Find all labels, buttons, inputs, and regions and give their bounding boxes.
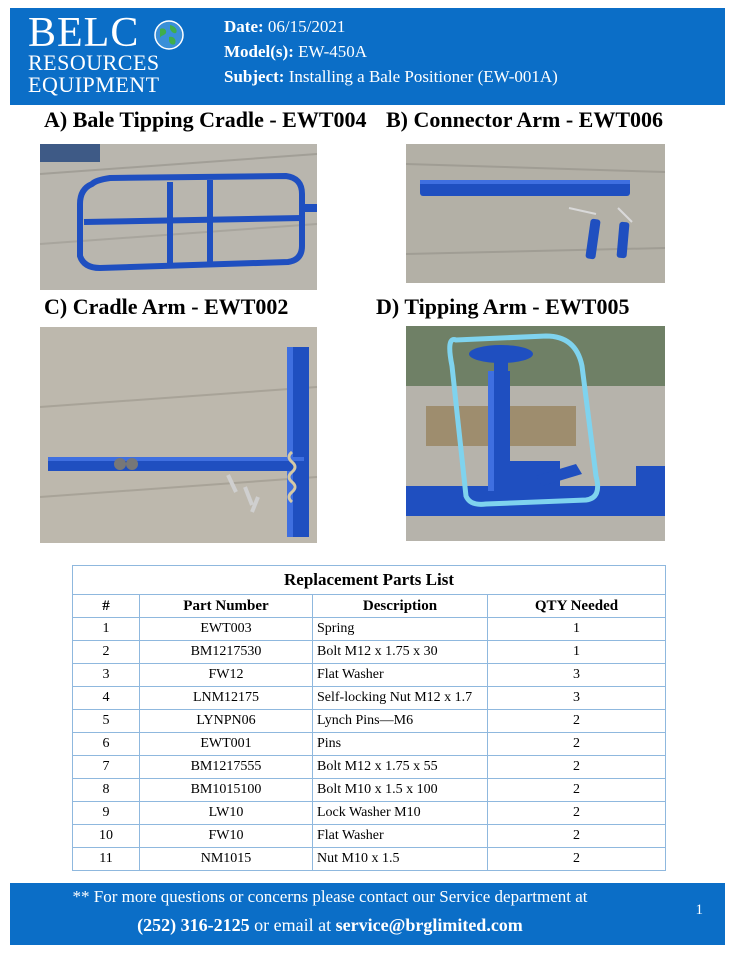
qty: 2 xyxy=(488,779,666,802)
section-title-d: D) Tipping Arm - EWT005 xyxy=(376,294,630,319)
description: Bolt M12 x 1.75 x 30 xyxy=(313,641,488,664)
description: Lynch Pins—M6 xyxy=(313,710,488,733)
logo-line-3: EQUIPMENT xyxy=(28,72,160,97)
description: Flat Washer xyxy=(313,825,488,848)
qty: 1 xyxy=(488,641,666,664)
row-number: 9 xyxy=(73,802,140,825)
table-row xyxy=(73,710,666,733)
row-number: 8 xyxy=(73,779,140,802)
table-row xyxy=(73,733,666,756)
qty: 3 xyxy=(488,664,666,687)
footer-middle-text: or email at xyxy=(249,915,336,935)
row-number: 2 xyxy=(73,641,140,664)
model-value: EW-450A xyxy=(298,42,368,61)
photo-connector-arm xyxy=(406,144,665,283)
row-number: 1 xyxy=(73,618,140,641)
column-header-description: Description xyxy=(313,595,488,618)
subject-label: Subject: xyxy=(224,67,285,86)
table-row xyxy=(73,756,666,779)
footer-contact-line xyxy=(10,915,650,936)
service-email-link[interactable]: service@brglimited.com xyxy=(335,915,523,935)
qty: 1 xyxy=(488,618,666,641)
qty: 2 xyxy=(488,825,666,848)
subject-row xyxy=(224,64,558,89)
row-number: 11 xyxy=(73,848,140,871)
table-row xyxy=(73,618,666,641)
table-row xyxy=(73,641,666,664)
table-row xyxy=(73,802,666,825)
photo-cradle-arm xyxy=(40,327,317,543)
part-number: EWT001 xyxy=(140,733,313,756)
qty: 2 xyxy=(488,756,666,779)
date-value: 06/15/2021 xyxy=(267,17,346,36)
row-number: 3 xyxy=(73,664,140,687)
footer-contact-text: ** For more questions or concerns please contact our Service department at xyxy=(72,887,588,906)
column-header-number: # xyxy=(73,595,140,618)
description: Pins xyxy=(313,733,488,756)
logo-line-2: RESOURCES xyxy=(28,50,160,75)
table-row xyxy=(73,779,666,802)
qty: 3 xyxy=(488,687,666,710)
model-label: Model(s): xyxy=(224,42,294,61)
company-logo xyxy=(28,10,198,100)
section-title-a: A) Bale Tipping Cradle - EWT004 xyxy=(44,107,367,132)
description: Self-locking Nut M12 x 1.7 xyxy=(313,687,488,710)
table-caption: Replacement Parts List xyxy=(73,566,666,595)
description: Bolt M12 x 1.75 x 55 xyxy=(313,756,488,779)
subject-value: Installing a Bale Positioner (EW-001A) xyxy=(288,67,558,86)
date-row xyxy=(224,14,558,39)
globe-icon xyxy=(154,20,184,50)
column-header-part-number: Part Number xyxy=(140,595,313,618)
part-number: FW10 xyxy=(140,825,313,848)
section-title-c: C) Cradle Arm - EWT002 xyxy=(44,294,289,319)
qty: 2 xyxy=(488,733,666,756)
part-number: LYNPN06 xyxy=(140,710,313,733)
part-number: NM1015 xyxy=(140,848,313,871)
row-number: 4 xyxy=(73,687,140,710)
section-title-b: B) Connector Arm - EWT006 xyxy=(386,107,664,132)
table-row xyxy=(73,687,666,710)
table-row xyxy=(73,848,666,871)
model-row xyxy=(224,39,558,64)
part-number: BM1015100 xyxy=(140,779,313,802)
table-header-row xyxy=(73,595,666,618)
part-number: LNM12175 xyxy=(140,687,313,710)
description: Lock Washer M10 xyxy=(313,802,488,825)
qty: 2 xyxy=(488,710,666,733)
logo-line-1: BELC xyxy=(28,10,140,56)
page-number: 1 xyxy=(695,902,703,918)
row-number: 7 xyxy=(73,756,140,779)
description: Bolt M10 x 1.5 x 100 xyxy=(313,779,488,802)
part-number: FW12 xyxy=(140,664,313,687)
header-banner xyxy=(10,8,725,105)
part-number: LW10 xyxy=(140,802,313,825)
row-number: 10 xyxy=(73,825,140,848)
row-number: 6 xyxy=(73,733,140,756)
qty: 2 xyxy=(488,848,666,871)
part-number: BM1217530 xyxy=(140,641,313,664)
photo-bale-tipping-cradle xyxy=(40,144,317,290)
part-number: BM1217555 xyxy=(140,756,313,779)
document-meta xyxy=(224,14,558,89)
description: Spring xyxy=(313,618,488,641)
table-row xyxy=(73,664,666,687)
date-label: Date: xyxy=(224,17,264,36)
qty: 2 xyxy=(488,802,666,825)
footer-banner xyxy=(10,883,725,945)
table-row xyxy=(73,825,666,848)
row-number: 5 xyxy=(73,710,140,733)
part-number: EWT003 xyxy=(140,618,313,641)
replacement-parts-table xyxy=(72,565,666,871)
column-header-qty: QTY Needed xyxy=(488,595,666,618)
service-phone: (252) 316-2125 xyxy=(137,915,250,935)
description: Nut M10 x 1.5 xyxy=(313,848,488,871)
description: Flat Washer xyxy=(313,664,488,687)
photo-tipping-arm xyxy=(406,326,665,541)
